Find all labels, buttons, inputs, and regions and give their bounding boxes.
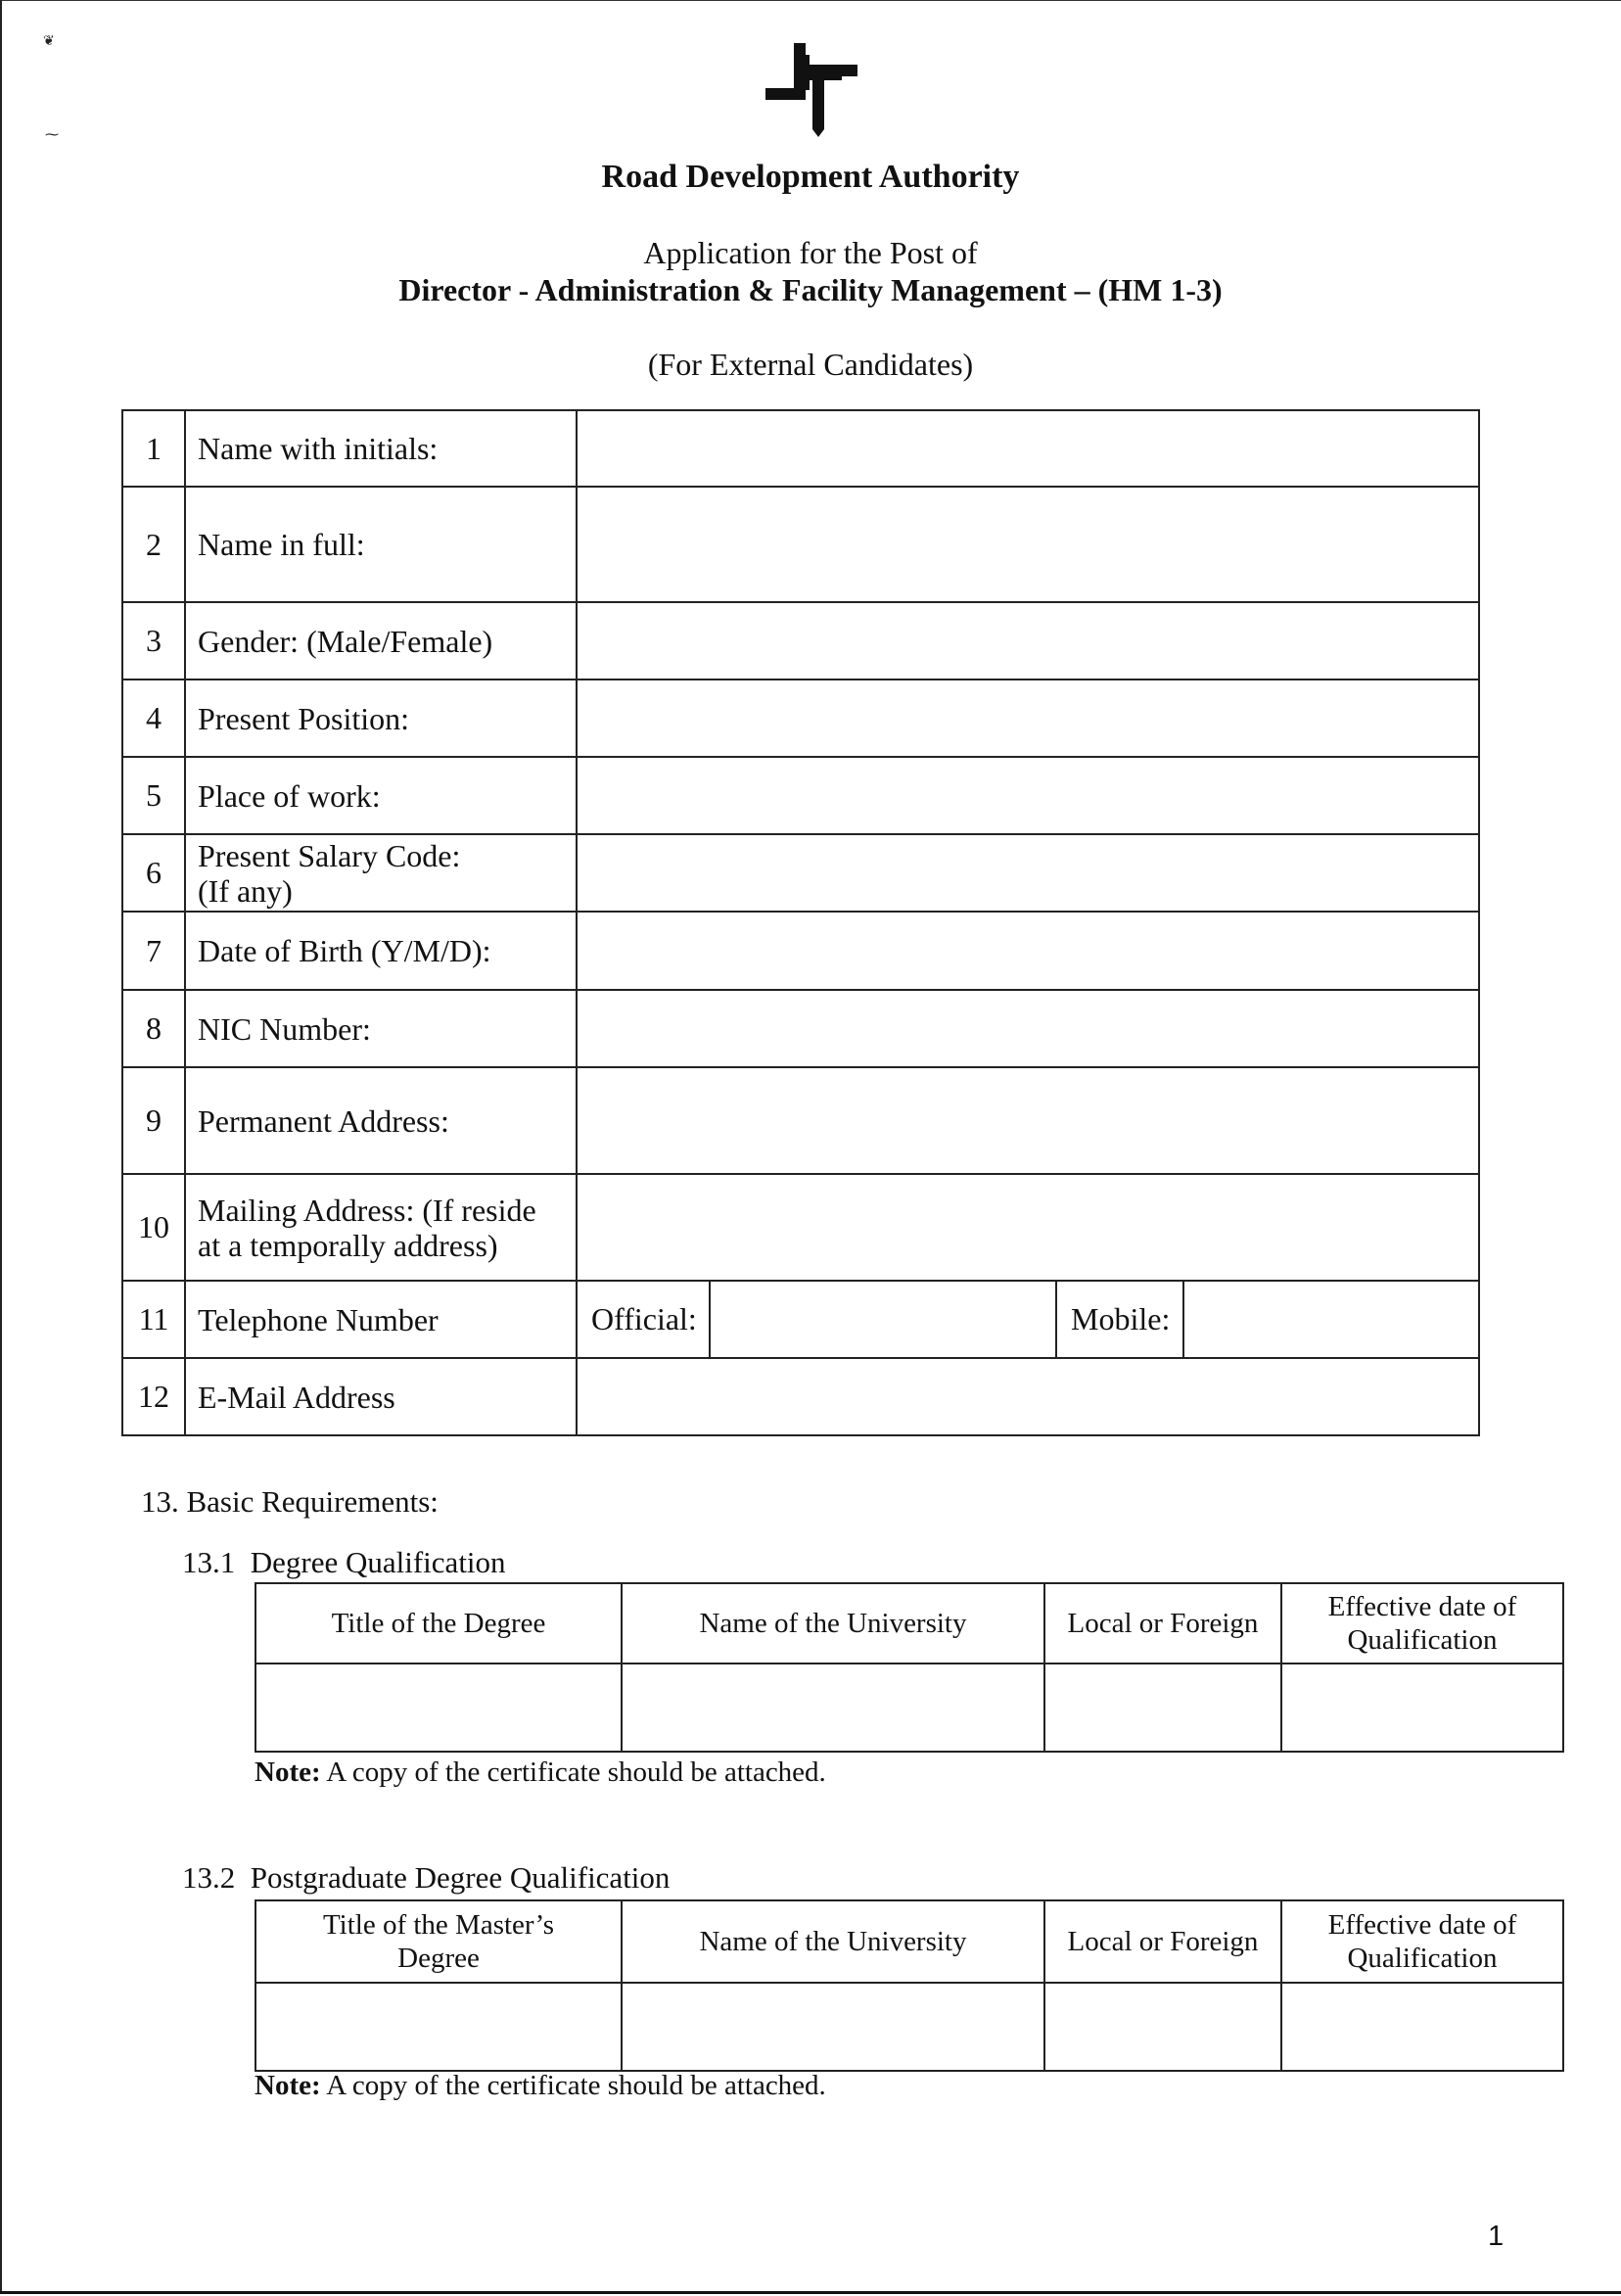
table-row: [122, 410, 1479, 487]
table-row: [122, 834, 1479, 912]
column-header: Local or Foreign: [1044, 1583, 1281, 1663]
degree-section-heading: [182, 1545, 506, 1580]
gender-field[interactable]: [577, 602, 1479, 679]
page-top-border: [0, 0, 1621, 1]
field-label-line-1: Present Salary Code:: [198, 837, 461, 873]
table-header-row: [255, 1583, 1563, 1663]
row-number: 1: [122, 410, 185, 487]
mailing-address-field[interactable]: [577, 1174, 1479, 1281]
name-with-initials-field[interactable]: [577, 410, 1479, 487]
degree-note: [255, 1757, 826, 1789]
mobile-phone-label: Mobile:: [1056, 1281, 1183, 1358]
column-header: Title of the Degree: [255, 1583, 622, 1663]
effective-date-cell[interactable]: [1281, 1663, 1563, 1752]
table-row: [122, 990, 1479, 1067]
section-number: 13.2: [182, 1860, 236, 1895]
field-label-line-2: (If any): [198, 872, 293, 909]
row-number: 10: [122, 1174, 185, 1281]
applicant-details-table: [121, 409, 1480, 1436]
degree-qualification-table: [255, 1582, 1564, 1753]
section-number: 13.1: [182, 1545, 236, 1579]
nic-number-field[interactable]: [577, 990, 1479, 1067]
note-label: Note:: [255, 1757, 321, 1788]
degree-title-cell[interactable]: [255, 1663, 622, 1752]
column-header: Effective date of Qualification: [1281, 1900, 1563, 1983]
rda-logo-icon: [760, 35, 865, 141]
university-cell[interactable]: [622, 1983, 1044, 2071]
note-text: A copy of the certificate should be attached.: [320, 1757, 826, 1788]
section-13-title: 13. Basic Requirements:: [141, 1484, 439, 1519]
post-title: Director - Administration & Facility Management – (HM 1-3): [398, 272, 1223, 307]
field-label: Name with initials:: [185, 410, 577, 487]
official-phone-field[interactable]: [710, 1281, 1056, 1358]
name-in-full-field[interactable]: [577, 487, 1479, 602]
field-label: [185, 1174, 577, 1281]
table-row: [122, 602, 1479, 679]
column-header: Name of the University: [622, 1583, 1044, 1663]
table-row: [122, 912, 1479, 990]
page-left-border: [0, 0, 2, 2291]
effective-date-cell[interactable]: [1281, 1983, 1563, 2071]
postgraduate-section-heading: [182, 1860, 670, 1896]
table-row: [122, 757, 1479, 834]
table-row: [255, 1663, 1563, 1752]
official-phone-label: Official:: [577, 1281, 710, 1358]
row-number: 11: [122, 1281, 185, 1358]
date-of-birth-field[interactable]: [577, 912, 1479, 990]
postgraduate-note: [255, 2070, 826, 2102]
field-label: Place of work:: [185, 757, 577, 834]
column-header-text: Title of the Master’s Degree: [322, 1909, 555, 1974]
table-row: [122, 1281, 1479, 1358]
row-number: 7: [122, 912, 185, 990]
row-number: 3: [122, 602, 185, 679]
field-label: Name in full:: [185, 487, 577, 602]
row-number: 6: [122, 834, 185, 912]
row-number: 8: [122, 990, 185, 1067]
table-header-row: [255, 1900, 1563, 1983]
field-label: Telephone Number: [185, 1281, 577, 1358]
field-label: Present Position:: [185, 679, 577, 757]
section-title: Postgraduate Degree Qualification: [250, 1860, 671, 1895]
page-bottom-border: [0, 2291, 1621, 2294]
table-row: [255, 1983, 1563, 2071]
row-number: 9: [122, 1067, 185, 1174]
row-number: 12: [122, 1358, 185, 1435]
local-foreign-cell[interactable]: [1044, 1663, 1281, 1752]
application-line: Application for the Post of: [643, 235, 978, 270]
field-label: E-Mail Address: [185, 1358, 577, 1435]
row-number: 5: [122, 757, 185, 834]
row-number: 4: [122, 679, 185, 757]
column-header: Effective date of Qualification: [1281, 1583, 1563, 1663]
organization-name: Road Development Authority: [601, 159, 1020, 195]
column-header: [255, 1900, 622, 1983]
local-foreign-cell[interactable]: [1044, 1983, 1281, 2071]
field-label: Gender: (Male/Female): [185, 602, 577, 679]
permanent-address-field[interactable]: [577, 1067, 1479, 1174]
field-label: Permanent Address:: [185, 1067, 577, 1174]
field-label-line-1: Mailing Address: (If reside: [198, 1192, 536, 1228]
column-header: Local or Foreign: [1044, 1900, 1281, 1983]
field-label: [185, 834, 577, 912]
section-title: Degree Qualification: [250, 1545, 506, 1579]
field-label: NIC Number:: [185, 990, 577, 1067]
salary-code-field[interactable]: [577, 834, 1479, 912]
page-number: 1: [1488, 2221, 1505, 2252]
scan-speck: ⁓: [45, 128, 59, 143]
table-row: [122, 1174, 1479, 1281]
table-row: [122, 1358, 1479, 1435]
field-label: Date of Birth (Y/M/D):: [185, 912, 577, 990]
university-cell[interactable]: [622, 1663, 1044, 1752]
present-position-field[interactable]: [577, 679, 1479, 757]
candidate-type: (For External Candidates): [647, 347, 974, 382]
field-label-line-2: at a temporally address): [198, 1227, 498, 1263]
degree-title-cell[interactable]: [255, 1983, 622, 2071]
email-address-field[interactable]: [577, 1358, 1479, 1435]
table-row: [122, 679, 1479, 757]
note-text: A copy of the certificate should be attached.: [320, 2070, 826, 2101]
column-header: Name of the University: [622, 1900, 1044, 1983]
postgraduate-qualification-table: [255, 1899, 1564, 2072]
table-row: [122, 487, 1479, 602]
scan-speck: ❦: [43, 34, 55, 49]
table-row: [122, 1067, 1479, 1174]
mobile-phone-field[interactable]: [1183, 1281, 1479, 1358]
place-of-work-field[interactable]: [577, 757, 1479, 834]
row-number: 2: [122, 487, 185, 602]
note-label: Note:: [255, 2070, 321, 2101]
